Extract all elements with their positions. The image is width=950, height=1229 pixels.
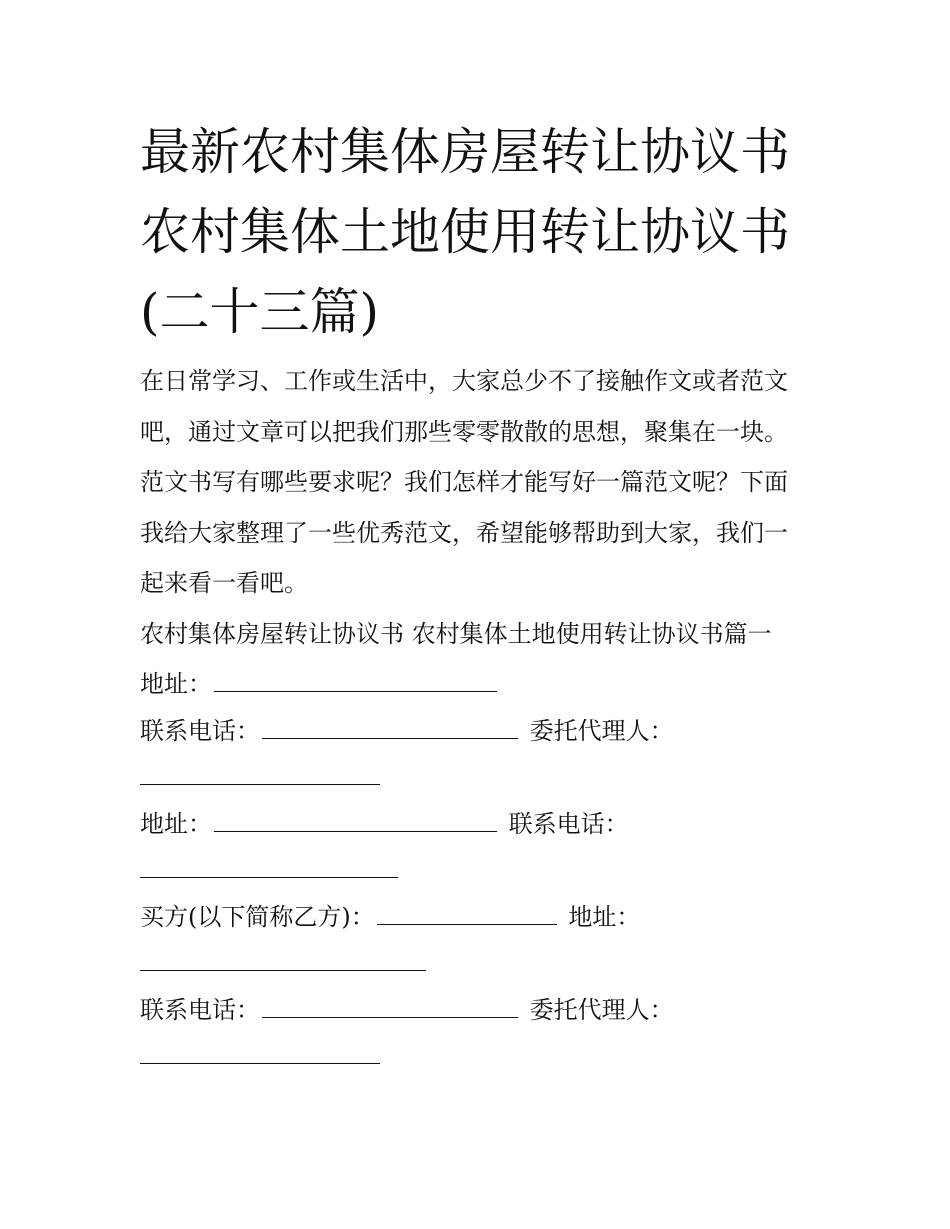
seller-address-blank[interactable] xyxy=(214,663,497,692)
form-row-buyer-phone xyxy=(140,987,820,1034)
agreement-form xyxy=(140,661,820,1080)
phone-label: 联系电话： xyxy=(508,809,629,838)
intro-line: 在日常学习、工作或生活中，大家总少不了接触作文或者范文 xyxy=(140,367,788,395)
section-heading: 农村集体房屋转让协议书 农村集体土地使用转让协议书篇一 xyxy=(140,619,772,648)
form-row-agent-phone xyxy=(140,847,820,894)
title-line: 最新农村集体房屋转让协议书 xyxy=(140,123,790,181)
agent-label: 委托代理人： xyxy=(529,995,674,1024)
intro-paragraph xyxy=(140,356,820,659)
intro-line: 吧，通过文章可以把我们那些零零散散的思想，聚集在一块。 xyxy=(140,417,788,446)
phone-label: 联系电话： xyxy=(140,995,260,1024)
document-title xyxy=(140,112,820,352)
form-row-buyer xyxy=(140,894,820,941)
buyer-label: 买方(以下简称乙方)： xyxy=(140,902,375,931)
title-line: 农村集体土地使用转让协议书 xyxy=(140,203,790,261)
buyer-address-blank[interactable] xyxy=(140,942,426,971)
form-row-agent-address xyxy=(140,801,820,848)
form-row-seller-agent xyxy=(140,754,820,801)
address-label: 地址： xyxy=(568,902,641,931)
form-row-buyer-agent xyxy=(140,1033,820,1080)
title-line: (二十三篇) xyxy=(140,283,380,341)
form-row-seller-address xyxy=(140,661,820,708)
agent-address-blank[interactable] xyxy=(214,803,497,832)
seller-phone-blank[interactable] xyxy=(262,710,518,739)
buyer-agent-blank[interactable] xyxy=(140,1035,380,1064)
seller-agent-blank[interactable] xyxy=(140,756,380,785)
buyer-name-blank[interactable] xyxy=(377,896,557,925)
agent-phone-blank[interactable] xyxy=(140,849,398,878)
form-row-seller-phone xyxy=(140,708,820,755)
phone-label: 联系电话： xyxy=(140,716,260,745)
intro-line: 起来看一看吧。 xyxy=(140,569,308,597)
form-row-buyer-address xyxy=(140,940,820,987)
address-label: 地址： xyxy=(140,670,212,698)
agent-label: 委托代理人： xyxy=(529,716,674,745)
intro-line: 我给大家整理了一些优秀范文，希望能够帮助到大家，我们一 xyxy=(140,518,788,547)
intro-line: 范文书写有哪些要求呢？我们怎样才能写好一篇范文呢？下面 xyxy=(140,468,788,496)
buyer-phone-blank[interactable] xyxy=(262,989,518,1018)
address-label: 地址： xyxy=(140,809,212,838)
